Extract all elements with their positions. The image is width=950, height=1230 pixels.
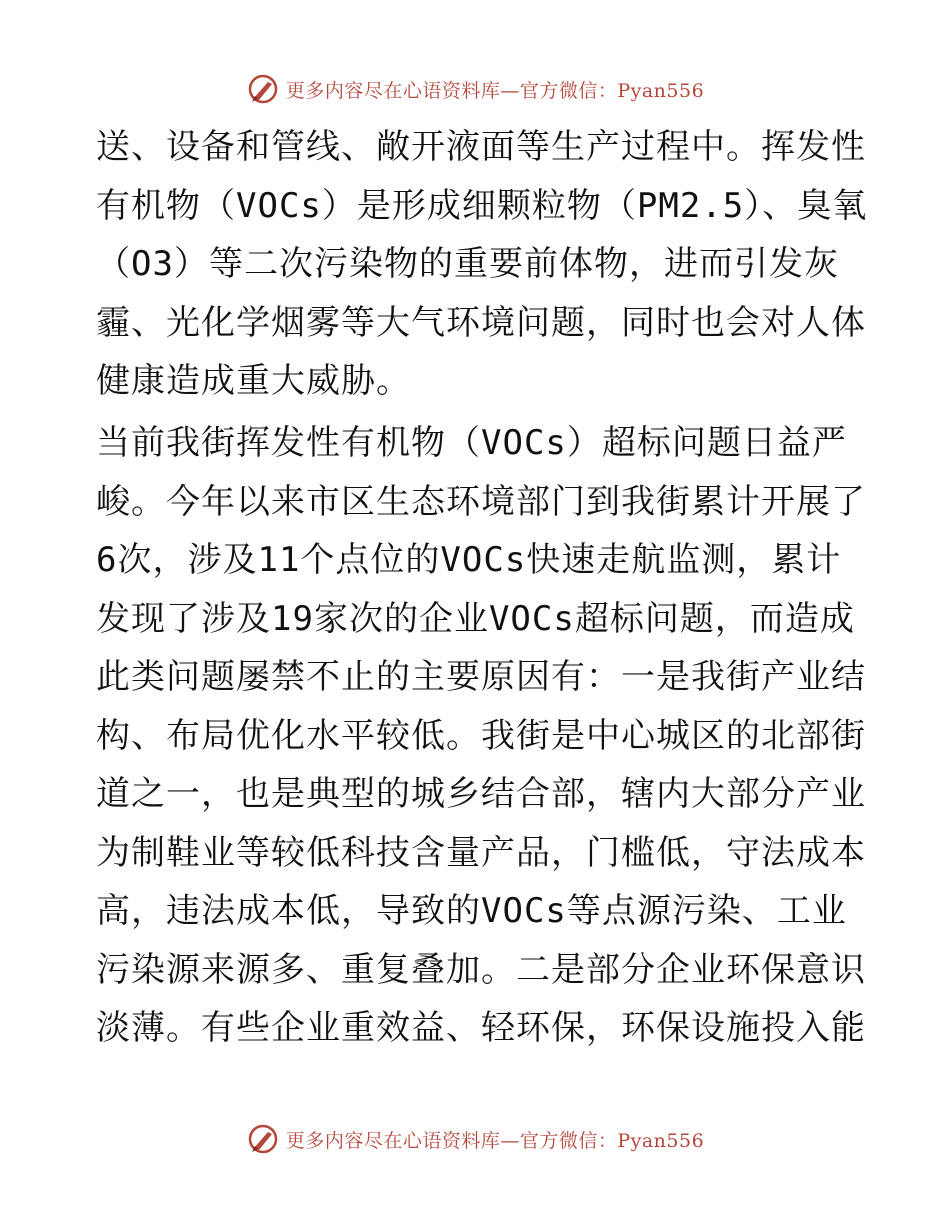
logo-icon bbox=[246, 72, 280, 106]
text-line: 峻。今年以来市区生态环境部门到我街累计开展了 bbox=[96, 481, 866, 522]
logo-icon bbox=[246, 1122, 280, 1156]
header-watermark bbox=[0, 72, 950, 106]
text-line: 道之一，也是典型的城乡结合部，辖内大部分产业 bbox=[96, 774, 866, 814]
text-line: 6次，涉及11个点位的VOCs快速走航监测，累计 bbox=[96, 540, 842, 580]
text-line: 构、布局优化水平较低。我街是中心城区的北部街 bbox=[96, 715, 866, 756]
text-line: 高，违法成本低，导致的VOCs等点源污染、工业 bbox=[96, 891, 847, 931]
text-line: 送、设备和管线、敞开液面等生产过程中。挥发性 bbox=[96, 127, 866, 167]
paragraph-2 bbox=[96, 414, 866, 1058]
text-line: （O3）等二次污染物的重要前体物，进而引发灰 bbox=[96, 244, 839, 284]
text-line: 当前我街挥发性有机物（VOCs）超标问题日益严 bbox=[96, 423, 847, 463]
paragraph-1 bbox=[96, 118, 868, 411]
text-line: 此类问题屡禁不止的主要原因有：一是我街产业结 bbox=[96, 657, 866, 697]
watermark-text: 更多内容尽在心语资料库—官方微信：Pyan556 bbox=[285, 1129, 705, 1152]
watermark-text: 更多内容尽在心语资料库—官方微信：Pyan556 bbox=[285, 79, 705, 102]
text-line: 有机物（VOCs）是形成细颗粒物（PM2.5）、臭氧 bbox=[96, 185, 868, 226]
text-line: 健康造成重大威胁。 bbox=[96, 361, 411, 401]
text-line: 霾、光化学烟雾等大气环境问题，同时也会对人体 bbox=[96, 302, 866, 343]
text-line: 为制鞋业等较低科技含量产品，门槛低，守法成本 bbox=[96, 832, 866, 873]
text-line: 发现了涉及19家次的企业VOCs超标问题，而造成 bbox=[96, 598, 855, 639]
footer-watermark bbox=[0, 1122, 950, 1156]
text-line: 淡薄。有些企业重效益、轻环保，环保设施投入能 bbox=[96, 1008, 866, 1048]
text-line: 污染源来源多、重复叠加。二是部分企业环保意识 bbox=[96, 949, 866, 990]
